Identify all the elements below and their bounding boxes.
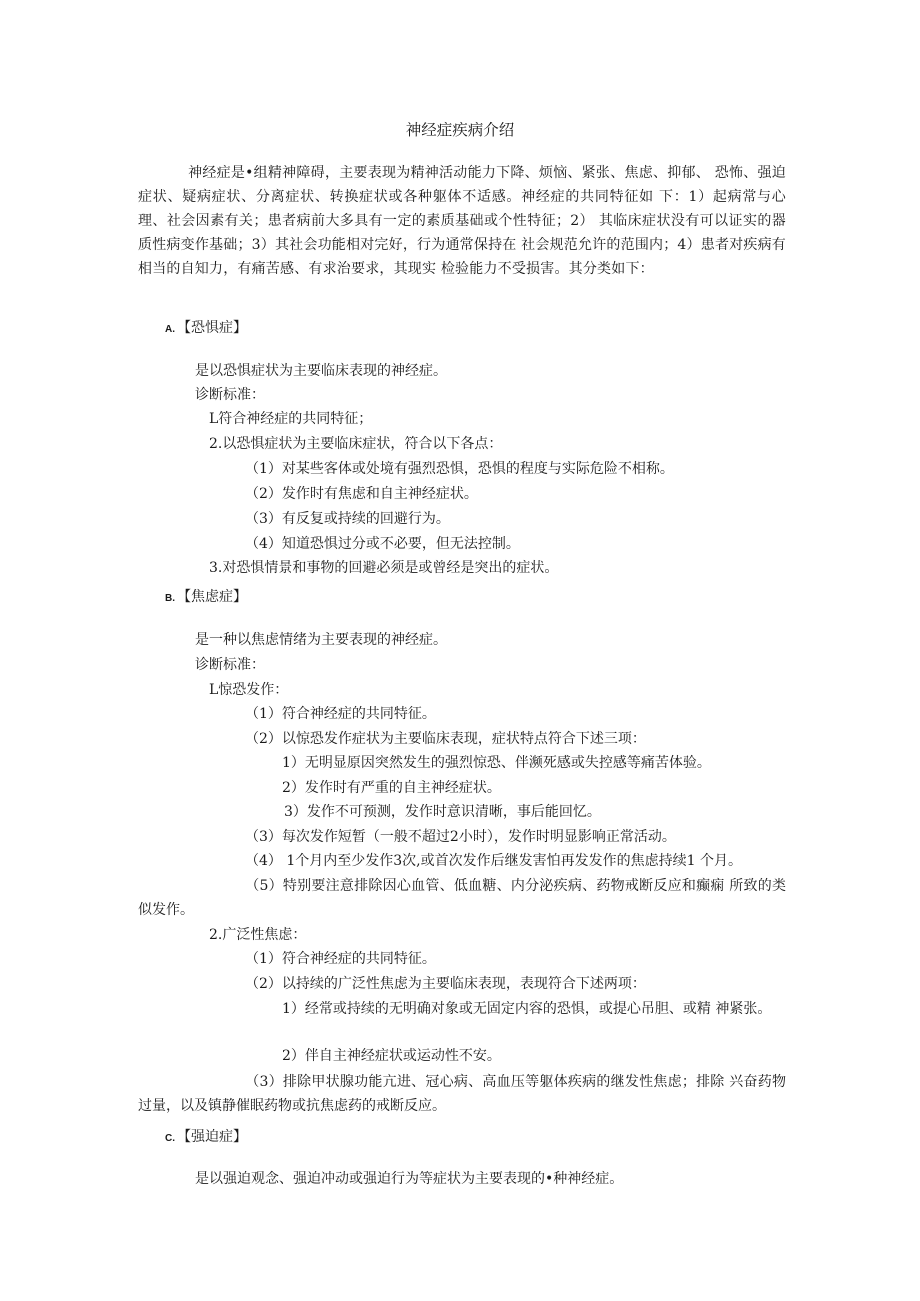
- section-b-panic-5: [138, 874, 786, 922]
- section-b-panic-2: （2）以惊恐发作症状为主要临床表现，症状特点符合下述三项：: [245, 731, 646, 747]
- section-b-label: 【焦虑症】: [177, 589, 247, 605]
- section-a-criterion-2-1: （1）对某些客体或处境有强烈恐惧，恐惧的程度与实际危险不相称。: [245, 461, 674, 477]
- section-b-gad-2-1: [138, 997, 786, 1021]
- section-a-criterion-2-4: （4）知道恐惧过分或不必要，但无法控制。: [245, 536, 520, 552]
- section-b-panic-1: （1）符合神经症的共同特征。: [245, 706, 436, 722]
- section-b-panic-2-2: 2）发作时有严重的自主神经症状。: [282, 780, 501, 796]
- section-a-criteria-label: 诊断标准：: [195, 387, 265, 403]
- section-c-label: 【强迫症】: [177, 1129, 247, 1145]
- section-b-gad-3: [138, 1070, 786, 1118]
- section-b-gad-1: （1）符合神经症的共同特征。: [245, 951, 436, 967]
- section-b-panic-4: （4） 1个月内至少发作3次,或首次发作后继发害怕再发发作的焦虑持续1 个月。: [245, 853, 742, 869]
- intro-text: 神经症是•组精神障碍，主要表现为精神活动能力下降、烦恼、紧张、焦虑、抑郁、 恐怖、强迫症状、疑病症状、分离症状、转换症状或各种躯体不适感。神经症的共同特征如 下：1）起病常与心理、社会因素有关；患者病前大多具有一定的素质基础或个性特征；2） 其临床症状没有可以证实的器质性病变作基础；3）其社会功能相对完好，行为通常保持在 社会规范允许的范围内；4）患者对疾病有相当的自知力，有痛苦感、有求治要求，其现实 检验能力不受损害。其分类如下：: [138, 165, 786, 277]
- section-b-gad-3-text: （3）排除甲状腺功能亢进、冠心病、高血压等躯体疾病的继发性焦虑；排除 兴奋药物过量，以及镇静催眠药物或抗焦虑药的戒断反应。: [138, 1074, 786, 1114]
- section-b-mark: B.: [165, 593, 175, 604]
- section-b-gad-2-1-text: 1）经常或持续的无明确对象或无固定内容的恐惧，或提心吊胆、或精 神紧张。: [282, 1001, 772, 1017]
- section-a-heading: [165, 318, 247, 340]
- section-b-heading: [165, 587, 247, 609]
- section-c-mark: C.: [165, 1133, 175, 1144]
- section-a-criterion-3: 3.对恐惧情景和事物的回避必须是或曾经是突出的症状。: [209, 560, 559, 576]
- section-a-criterion-1: L符合神经症的共同特征；: [209, 411, 373, 427]
- section-b-panic-title: L惊恐发作：: [209, 682, 289, 698]
- section-b-panic-5-text: （5）特别要注意排除因心血管、低血糖、内分泌疾病、药物戒断反应和癫痫 所致的类似发作。: [138, 878, 786, 918]
- section-b-panic-3: （3）每次发作短暂（一般不超过2小时），发作时明显影响正常活动。: [245, 829, 676, 845]
- section-a-mark: A.: [165, 324, 175, 335]
- section-b-desc: 是一种以焦虑情绪为主要表现的神经症。: [195, 632, 447, 648]
- intro-paragraph: [138, 161, 786, 281]
- section-b-gad-2-2: 2）伴自主神经症状或运动性不安。: [282, 1048, 501, 1064]
- section-a-criterion-2-2: （2）发作时有焦虑和自主神经症状。: [245, 486, 478, 502]
- section-c-heading: [165, 1127, 247, 1149]
- section-a-criterion-2-3: （3）有反复或持续的回避行为。: [245, 511, 450, 527]
- section-b-panic-2-1: 1）无明显原因突然发生的强烈惊恐、伴濒死感或失控感等痛苦体验。: [282, 755, 711, 771]
- section-b-gad-title: 2.广泛性焦虑：: [209, 927, 307, 943]
- section-c-desc: 是以强迫观念、强迫冲动或强迫行为等症状为主要表现的•种神经症。: [195, 1171, 624, 1187]
- section-b-panic-2-3: 3）发作不可预测，发作时意识清晰，事后能回忆。: [284, 804, 601, 820]
- section-a-label: 【恐惧症】: [177, 320, 247, 336]
- section-a-criterion-2: 2.以恐惧症状为主要临床症状，符合以下各点：: [209, 436, 503, 452]
- section-a-desc: 是以恐惧症状为主要临床表现的神经症。: [195, 363, 447, 379]
- section-b-criteria-label: 诊断标准：: [195, 657, 265, 673]
- page-title: 神经症疾病介绍: [405, 121, 515, 139]
- section-b-gad-2: （2）以持续的广泛性焦虑为主要临床表现，表现符合下述两项：: [245, 976, 646, 992]
